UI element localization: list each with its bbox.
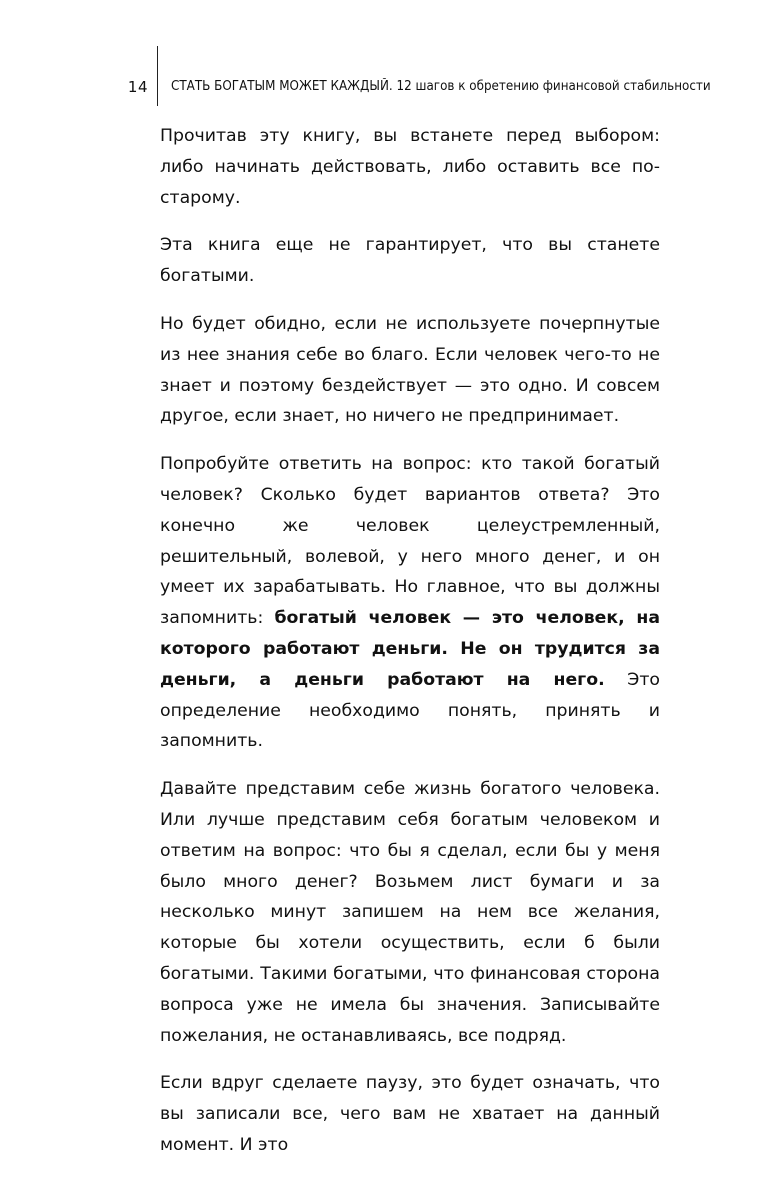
paragraph-3: Но будет обидно, если не используете почерпнутые из нее знания себе во благо. Если человек чего-то не знает и поэтому бездействует — это одно. И совсем другое, если знает, но ничего не предпринимает.: [160, 313, 660, 427]
paragraph-2: Эта книга еще не гарантирует, что вы станете богатыми.: [160, 235, 660, 287]
paragraph-5: Давайте представим себе жизнь богатого человека. Или лучше представим себя богатым человеком и ответим на вопрос: что бы я сделал, если бы у меня было много денег? Возьмем лист бумаги и за несколько минут запишем на нем все желания, которые бы хотели осуществить, если б были богатыми. Такими богатыми, что финансовая сторона вопроса уже не имела бы значения. Записывайте пожелания, не останавливаясь, все подряд.: [160, 779, 660, 1046]
header-divider: [157, 46, 158, 106]
paragraph-6: Если вдруг сделаете паузу, это будет означать, что вы записали все, чего вам не хватает на данный момент. И это: [160, 1073, 660, 1155]
paragraph-4-emphasis: богатый человек — это человек, на которого работают деньги. Не он трудится за деньги, а деньги работают на него.: [160, 608, 660, 690]
page-number: 14: [127, 78, 148, 96]
body-text: [160, 121, 660, 1178]
paragraph-4-text-end: Это определение необходимо понять, принять и запомнить.: [160, 669, 660, 752]
paragraph-4-text: Попробуйте ответить на вопрос: кто такой богатый человек? Сколько будет вариантов ответа? Это конечно же человек целеустремленный, решительный, волевой, у него много денег, и он умеет их зарабатывать. Но главное, что вы должны запомнить:: [160, 454, 660, 629]
paragraph-1: Прочитав эту книгу, вы встанете перед выбором: либо начинать действовать, либо оставить все по-старому.: [160, 126, 660, 208]
running-title: СТАТЬ БОГАТЫМ МОЖЕТ КАЖДЫЙ. 12 шагов к обретению финансовой стабильности: [171, 79, 711, 94]
page-header: [0, 46, 759, 106]
paragraph-4: [160, 449, 660, 757]
